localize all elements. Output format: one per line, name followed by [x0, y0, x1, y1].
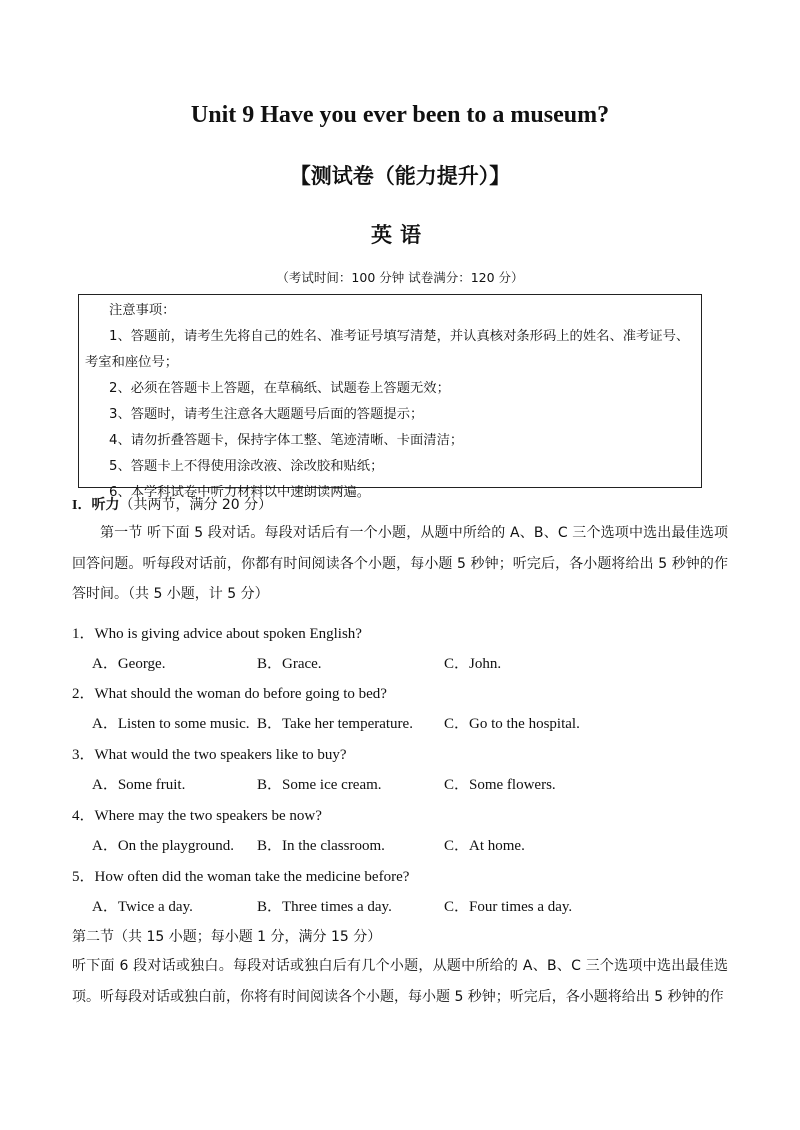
page-subtitle: 【测试卷（能力提升）】: [289, 164, 511, 188]
option-a: A．Listen to some music.: [92, 716, 250, 732]
notice-item: 2、必须在答题卡上答题，在草稿纸、试题卷上答题无效；: [109, 381, 450, 396]
exam-info: （考试时间：100 分钟 试卷满分：120 分）: [276, 270, 524, 285]
subject-heading: 英语: [371, 223, 429, 247]
question-5-options: [92, 895, 732, 915]
part1-heading-score: （共两节，满分 20 分）: [119, 497, 273, 513]
option-c: C．John.: [444, 656, 502, 672]
question-2-options: [92, 712, 732, 732]
option-b: B．Grace.: [257, 656, 322, 672]
page-title: Unit 9 Have you ever been to a museum?: [190, 102, 610, 128]
question-5: 5．How often did the woman take the medicine before?: [72, 869, 410, 885]
notice-item: 4、请勿折叠答题卡，保持字体工整、笔迹清晰、卡面清洁；: [109, 433, 464, 448]
part1-heading: [72, 494, 272, 514]
notice-item: 3、答题时，请考生注意各大题题号后面的答题提示；: [109, 407, 424, 422]
question-4-options: [92, 834, 732, 854]
option-a: A．Twice a day.: [92, 899, 193, 915]
section1-instructions: 第一节 听下面 5 段对话。每段对话后有一个小题，从题中所给的 A、B、C 三个选项中选出最佳选项回答问题。听每段对话前，你都有时间阅读各个小题，每小题 5 秒钟；听完后，各小题将给出 5 秒钟的作答时间。（共 5 小题，计 5 分）: [72, 525, 728, 602]
section2-instructions: 听下面 6 段对话或独白。每段对话或独白后有几个小题，从题中所给的 A、B、C 三个选项中选出最佳选项。听每段对话或独白前，你将有时间阅读各个小题，每小题 5 秒钟；听完后，各小题将给出 5 秒钟的作: [72, 958, 728, 1005]
option-a: A．Some fruit.: [92, 777, 186, 793]
part1-heading-label: I．听力: [72, 498, 120, 513]
notice-item: 6、本学科试卷中听力材料以中速朗读两遍。: [109, 485, 371, 500]
option-c: C．Go to the hospital.: [444, 716, 580, 732]
option-c: C．Four times a day.: [444, 899, 573, 915]
section2-heading: 第二节（共 15 小题；每小题 1 分，满分 15 分）: [72, 929, 382, 945]
option-c: C．At home.: [444, 838, 525, 854]
option-b: B．Some ice cream.: [257, 777, 382, 793]
option-b: B．Three times a day.: [257, 899, 392, 915]
option-a: A．On the playground.: [92, 838, 235, 854]
notice-box: [78, 294, 702, 500]
option-b: B．In the classroom.: [257, 838, 385, 854]
option-b: B．Take her temperature.: [257, 716, 413, 732]
option-c: C．Some flowers.: [444, 777, 556, 793]
question-1: 1．Who is giving advice about spoken English?: [72, 626, 362, 642]
question-1-options: [92, 652, 732, 672]
notice-heading: 注意事项：: [109, 303, 176, 318]
option-a: A．George.: [92, 656, 166, 672]
question-2: 2．What should the woman do before going to bed?: [72, 686, 387, 702]
notice-item: 5、答题卡上不得使用涂改液、涂改胶和贴纸；: [109, 459, 384, 474]
question-3-options: [92, 773, 732, 793]
question-4: 4．Where may the two speakers be now?: [72, 808, 322, 824]
notice-item: 1、答题前，请考生先将自己的姓名、准考证号填写清楚，并认真核对条形码上的姓名、准考证号、考室和座位号；: [85, 329, 690, 370]
question-3: 3．What would the two speakers like to buy?: [72, 747, 347, 763]
